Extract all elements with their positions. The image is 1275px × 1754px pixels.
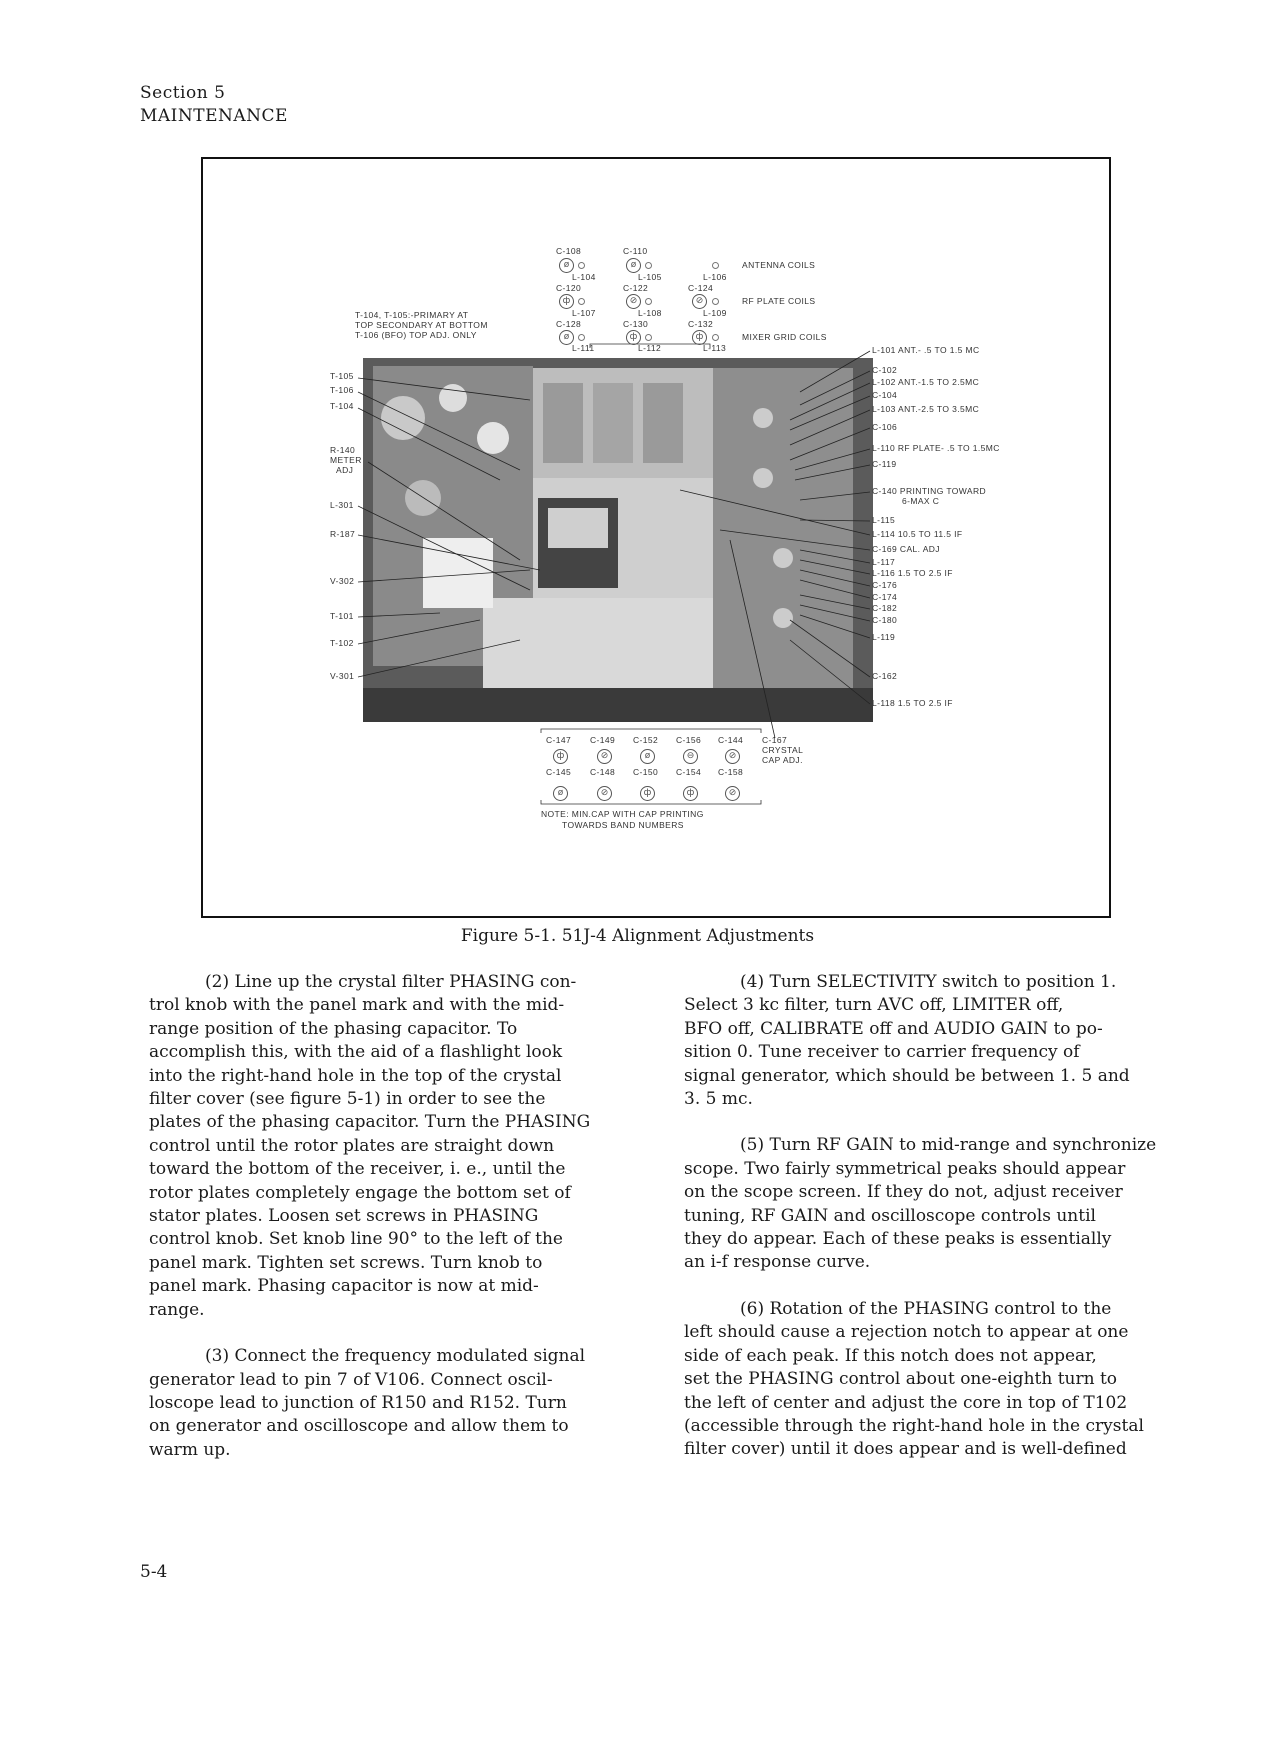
label-c130: C-130 <box>623 319 649 329</box>
callout-label: R-187 <box>330 529 356 539</box>
label-c120: C-120 <box>556 283 582 293</box>
trimmer-cap-icon: ⊘ <box>692 294 707 309</box>
trimmer-cap-icon: ф <box>553 749 568 764</box>
callout-label: L-117 <box>872 557 896 567</box>
text-line: into the right-hand hole in the top of the crystal <box>149 1065 562 1086</box>
label-cap: C-144 <box>718 735 744 745</box>
callout-label: 6-MAX C <box>902 496 940 506</box>
paragraph <box>684 971 1194 1111</box>
text-line: on the scope screen. If they do not, adjust receiver <box>684 1182 1123 1203</box>
text-line: side of each peak. If this notch does not appear, <box>684 1345 1097 1366</box>
label-l104: L-104 <box>572 272 596 282</box>
callout-label: C-169 CAL. ADJ <box>872 544 940 554</box>
text-line: generator lead to pin 7 of V106. Connect oscil- <box>149 1369 553 1390</box>
text-line: plates of the phasing capacitor. Turn the PHASING <box>149 1112 591 1133</box>
label-c110: C-110 <box>623 246 648 256</box>
trimmer-cap-icon: ø <box>626 258 641 273</box>
rf-plate-coils-label: RF PLATE COILS <box>742 296 816 306</box>
callout-label: R-140 <box>330 445 356 455</box>
paragraph <box>149 1345 629 1462</box>
coil-slug-icon <box>645 262 652 269</box>
callout-label: L-119 <box>872 632 896 642</box>
text-line: rotor plates completely engage the bottom set of <box>149 1182 571 1203</box>
figure-caption: Figure 5-1. 51J-4 Alignment Adjustments <box>460 926 815 946</box>
text-line: (2) Line up the crystal filter PHASING con- <box>205 972 577 992</box>
trimmer-cap-icon: ⊘ <box>597 749 612 764</box>
callout-label: L-115 <box>872 515 896 525</box>
text-line: (3) Connect the frequency modulated signal <box>205 1346 586 1367</box>
callout-label: C-180 <box>872 615 898 625</box>
text-line: (accessible through the right-hand hole in the crystal <box>684 1415 1144 1436</box>
callout-label: C-140 PRINTING TOWARD <box>872 486 987 496</box>
callout-label: L-101 ANT.- .5 TO 1.5 MC <box>872 345 980 355</box>
coil-slug-icon <box>578 334 585 341</box>
text-line: filter cover) until it does appear and is well-defined <box>684 1439 1127 1460</box>
callout-label: V-301 <box>330 671 355 681</box>
crystal-cap-label: C-167 <box>762 735 788 745</box>
coil-slug-icon <box>645 334 652 341</box>
text-line: control knob. Set knob line 90° to the left of the <box>149 1229 563 1250</box>
left-column <box>149 971 629 1462</box>
paragraph <box>684 1134 1194 1274</box>
text-line: accomplish this, with the aid of a flashlight look <box>149 1042 563 1063</box>
text-line: range. <box>149 1299 205 1320</box>
text-line: (4) Turn SELECTIVITY switch to position 1. <box>740 972 1117 992</box>
text-line: loscope lead to junction of R150 and R152. Turn <box>149 1392 567 1413</box>
text-line: filter cover (see figure 5-1) in order to see the <box>149 1089 546 1110</box>
callout-label: C-176 <box>872 580 898 590</box>
label-cap: C-158 <box>718 767 744 777</box>
callout-label: C-106 <box>872 422 898 432</box>
callout-label: V-302 <box>330 576 355 586</box>
paragraph <box>149 971 629 1322</box>
crystal-cap-label: CAP ADJ. <box>762 755 803 765</box>
trimmer-cap-icon: ø <box>559 330 574 345</box>
section-label: Section 5 <box>140 83 226 103</box>
label-cap: C-154 <box>676 767 702 777</box>
coil-slug-icon <box>712 334 719 341</box>
callout-label: C-102 <box>872 365 898 375</box>
text-line: stator plates. Loosen set screws in PHASING <box>149 1206 539 1227</box>
text-line: an i-f response curve. <box>684 1252 871 1273</box>
trimmer-cap-icon: ⊘ <box>725 749 740 764</box>
text-line: tuning, RF GAIN and oscilloscope controls until <box>684 1205 1096 1226</box>
callout-label: L-102 ANT.-1.5 TO 2.5MC <box>872 377 980 387</box>
label-cap: C-149 <box>590 735 616 745</box>
text-line: sition 0. Tune receiver to carrier frequency of <box>684 1042 1080 1063</box>
label-l113: L-113 <box>703 343 727 353</box>
trimmer-cap-icon: ф <box>559 294 574 309</box>
label-cap: C-150 <box>633 767 659 777</box>
paragraph <box>684 1298 1194 1462</box>
text-line: toward the bottom of the receiver, i. e., until the <box>149 1159 566 1180</box>
callout-label: T-104 <box>330 401 354 411</box>
trimmer-cap-icon: ⊖ <box>683 749 698 764</box>
trimmer-cap-icon: ф <box>640 786 655 801</box>
coil-slug-icon <box>712 298 719 305</box>
label-l108: L-108 <box>638 308 662 318</box>
page-number: 5-4 <box>140 1562 168 1582</box>
callout-label: T-102 <box>330 638 354 648</box>
trimmer-cap-icon: ø <box>640 749 655 764</box>
label-l111: L-111 <box>572 343 595 353</box>
callout-label: T-105 <box>330 371 354 381</box>
crystal-cap-label: CRYSTAL <box>762 745 804 755</box>
callout-label: L-103 ANT.-2.5 TO 3.5MC <box>872 404 980 414</box>
trimmer-cap-icon: ø <box>559 258 574 273</box>
text-line: Select 3 kc filter, turn AVC off, LIMITER off, <box>684 995 1064 1016</box>
text-line: they do appear. Each of these peaks is essentially <box>684 1229 1112 1250</box>
label-l112: L-112 <box>638 343 662 353</box>
note-line: TOP SECONDARY AT BOTTOM <box>355 320 488 330</box>
callout-label: C-119 <box>872 459 897 469</box>
trimmer-cap-icon: ⊘ <box>626 294 641 309</box>
text-line: 3. 5 mc. <box>684 1089 753 1110</box>
label-l107: L-107 <box>572 308 596 318</box>
section-title: MAINTENANCE <box>140 106 288 126</box>
callout-label: L-114 10.5 TO 11.5 IF <box>872 529 963 539</box>
coil-slug-icon <box>712 262 719 269</box>
text-line: BFO off, CALIBRATE off and AUDIO GAIN to po- <box>684 1018 1103 1039</box>
note-line: TOWARDS BAND NUMBERS <box>562 820 684 830</box>
text-line: (6) Rotation of the PHASING control to the <box>740 1298 1112 1319</box>
coil-slug-icon <box>578 298 585 305</box>
mixer-grid-coils-label: MIXER GRID COILS <box>742 332 827 342</box>
label-l106: L-106 <box>703 272 727 282</box>
callout-label: C-182 <box>872 603 898 613</box>
text-line: signal generator, which should be between 1. 5 and <box>684 1065 1130 1086</box>
callout-label: L-110 RF PLATE- .5 TO 1.5MC <box>872 443 1000 453</box>
text-line: set the PHASING control about one-eighth turn to <box>684 1369 1118 1390</box>
trimmer-cap-icon: ф <box>626 330 641 345</box>
callout-label: ADJ <box>336 465 354 475</box>
coil-slug-icon <box>578 262 585 269</box>
text-line: control until the rotor plates are straight down <box>149 1135 555 1156</box>
label-cap: C-152 <box>633 735 659 745</box>
text-line: left should cause a rejection notch to appear at one <box>684 1322 1129 1343</box>
label-c122: C-122 <box>623 283 649 293</box>
label-c132: C-132 <box>688 319 714 329</box>
text-line: (5) Turn RF GAIN to mid-range and synchronize <box>740 1135 1157 1156</box>
coil-slug-icon <box>645 298 652 305</box>
note-line: T-104, T-105:-PRIMARY AT <box>355 310 469 320</box>
callout-label: T-106 <box>330 385 354 395</box>
trimmer-cap-icon: ø <box>553 786 568 801</box>
label-cap: C-147 <box>546 735 572 745</box>
callout-label: T-101 <box>330 611 354 621</box>
note-line: T-106 (BFO) TOP ADJ. ONLY <box>355 330 477 340</box>
text-line: range position of the phasing capacitor. To <box>149 1018 518 1039</box>
trimmer-cap-icon: ⊘ <box>725 786 740 801</box>
label-cap: C-156 <box>676 735 702 745</box>
callout-label: L-116 1.5 TO 2.5 IF <box>872 568 953 578</box>
label-c108: C-108 <box>556 246 582 256</box>
note-line: NOTE: MIN.CAP WITH CAP PRINTING <box>541 809 704 819</box>
text-line: scope. Two fairly symmetrical peaks should appear <box>684 1158 1126 1179</box>
trimmer-cap-icon: ф <box>683 786 698 801</box>
text-line: on generator and oscilloscope and allow them to <box>149 1416 569 1437</box>
text-line: panel mark. Tighten set screws. Turn knob to <box>149 1252 543 1273</box>
callout-label: METER <box>330 455 362 465</box>
text-line: trol knob with the panel mark and with the mid- <box>149 995 565 1016</box>
callout-label: C-104 <box>872 390 898 400</box>
callout-label: L-301 <box>330 500 354 510</box>
callout-label: L-118 1.5 TO 2.5 IF <box>872 698 953 708</box>
label-c124: C-124 <box>688 283 714 293</box>
label-l105: L-105 <box>638 272 662 282</box>
trimmer-cap-icon: ф <box>692 330 707 345</box>
antenna-coils-label: ANTENNA COILS <box>742 260 816 270</box>
text-line: the left of center and adjust the core in top of T102 <box>684 1392 1128 1413</box>
label-cap: C-148 <box>590 767 616 777</box>
label-cap: C-145 <box>546 767 572 777</box>
label-l109: L-109 <box>703 308 727 318</box>
trimmer-cap-icon: ⊘ <box>597 786 612 801</box>
callout-label: C-162 <box>872 671 898 681</box>
label-c128: C-128 <box>556 319 582 329</box>
callout-label: C-174 <box>872 592 898 602</box>
text-line: panel mark. Phasing capacitor is now at mid- <box>149 1276 539 1297</box>
text-line: warm up. <box>149 1439 231 1460</box>
right-column <box>684 971 1194 1462</box>
